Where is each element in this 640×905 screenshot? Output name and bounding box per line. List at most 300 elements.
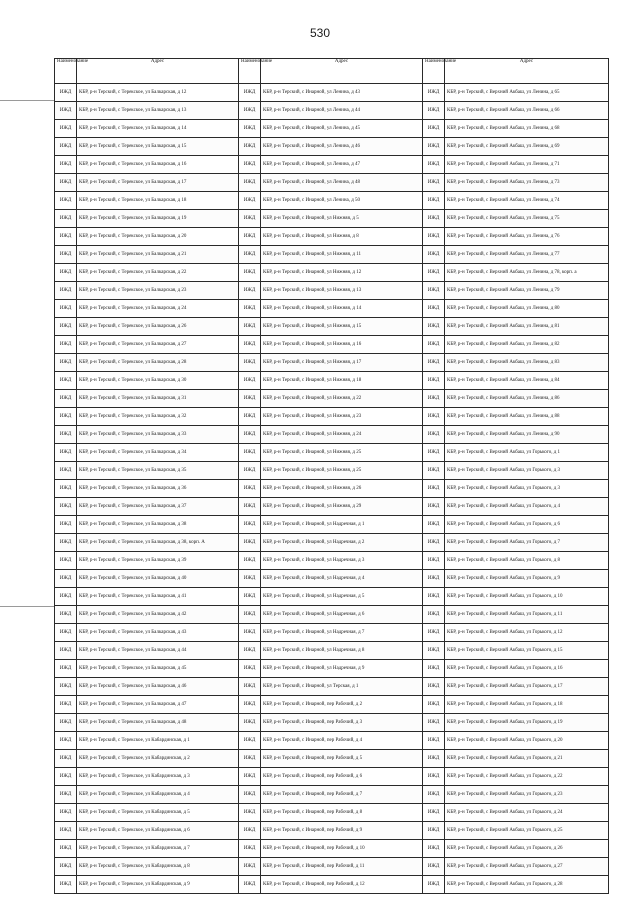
- table-row: [55, 732, 609, 750]
- object-type-cell: ИЖД: [239, 426, 261, 444]
- object-type-cell: ИЖД: [239, 300, 261, 318]
- object-type-cell: ИЖД: [423, 120, 445, 138]
- object-type-cell: ИЖД: [239, 120, 261, 138]
- object-type-cell: ИЖД: [423, 768, 445, 786]
- address-cell: КБР, р-н Терский, с Верхний Акбаш, ул Ленина, д 80: [445, 300, 609, 318]
- object-type-cell: ИЖД: [55, 714, 77, 732]
- address-cell: КБР, р-н Терский, с Инарной, ул Ленина, д 43: [261, 84, 423, 102]
- object-type-cell: ИЖД: [239, 210, 261, 228]
- table-row: [55, 210, 609, 228]
- table-row: [55, 462, 609, 480]
- address-cell: КБР, р-н Терский, с Терекское, ул Балкарская, д 34: [77, 444, 239, 462]
- object-type-cell: ИЖД: [55, 426, 77, 444]
- object-type-cell: ИЖД: [239, 786, 261, 804]
- object-type-cell: ИЖД: [423, 714, 445, 732]
- object-type-cell: ИЖД: [239, 570, 261, 588]
- table-row: [55, 300, 609, 318]
- address-cell: КБР, р-н Терский, с Терекское, ул Балкарская, д 33: [77, 426, 239, 444]
- address-cell: КБР, р-н Терский, с Инарной, ул Надречная, д 1: [261, 516, 423, 534]
- address-cell: КБР, р-н Терский, с Терекское, ул Балкарская, д 44: [77, 642, 239, 660]
- address-cell: КБР, р-н Терский, с Инарной, ул Ленина, д 47: [261, 156, 423, 174]
- address-cell: КБР, р-н Терский, с Верхний Акбаш, ул Горького, д 16: [445, 660, 609, 678]
- address-cell: КБР, р-н Терский, с Инарной, ул Нижняя, д 8: [261, 228, 423, 246]
- object-type-cell: ИЖД: [55, 336, 77, 354]
- address-cell: КБР, р-н Терский, с Терекское, ул Балкарская, д 20: [77, 228, 239, 246]
- object-type-cell: ИЖД: [239, 372, 261, 390]
- object-type-cell: ИЖД: [239, 192, 261, 210]
- object-type-cell: ИЖД: [239, 678, 261, 696]
- address-cell: КБР, р-н Терский, с Терекское, ул Балкарская, д 31: [77, 390, 239, 408]
- address-cell: КБР, р-н Терский, с Инарной, ул Ленина, д 44: [261, 102, 423, 120]
- object-type-cell: ИЖД: [55, 498, 77, 516]
- address-cell: КБР, р-н Терский, с Верхний Акбаш, ул Горького, д 9: [445, 570, 609, 588]
- address-cell: КБР, р-н Терский, с Инарной, ул Надречная, д 7: [261, 624, 423, 642]
- object-type-cell: ИЖД: [239, 534, 261, 552]
- address-cell: КБР, р-н Терский, с Терекское, ул Балкарская, д 47: [77, 696, 239, 714]
- address-cell: КБР, р-н Терский, с Верхний Акбаш, ул Ленина, д 77: [445, 246, 609, 264]
- address-cell: КБР, р-н Терский, с Инарной, ул Нижняя, д 11: [261, 246, 423, 264]
- address-cell: КБР, р-н Терский, с Терекское, ул Балкарская, д 24: [77, 300, 239, 318]
- object-type-cell: ИЖД: [239, 624, 261, 642]
- object-type-cell: ИЖД: [55, 210, 77, 228]
- object-type-cell: ИЖД: [239, 768, 261, 786]
- table-row: [55, 714, 609, 732]
- address-cell: КБР, р-н Терский, с Верхний Акбаш, ул Ленина, д 71: [445, 156, 609, 174]
- table-row: [55, 444, 609, 462]
- address-cell: КБР, р-н Терский, с Терекское, ул Балкарская, д 26: [77, 318, 239, 336]
- table-row: [55, 606, 609, 624]
- address-cell: КБР, р-н Терский, с Терекское, ул Балкарская, д 13: [77, 102, 239, 120]
- object-type-cell: ИЖД: [239, 336, 261, 354]
- margin-rule: [0, 606, 54, 607]
- object-type-cell: ИЖД: [239, 228, 261, 246]
- address-cell: КБР, р-н Терский, с Верхний Акбаш, ул Горького, д 24: [445, 804, 609, 822]
- address-cell: КБР, р-н Терский, с Инарной, ул Нижняя, д 14: [261, 300, 423, 318]
- table-row: [55, 840, 609, 858]
- address-cell: КБР, р-н Терский, с Верхний Акбаш, ул Горького, д 8: [445, 552, 609, 570]
- object-type-cell: ИЖД: [239, 246, 261, 264]
- object-type-cell: ИЖД: [423, 264, 445, 282]
- object-type-cell: ИЖД: [55, 444, 77, 462]
- address-table: [54, 58, 609, 894]
- address-cell: КБР, р-н Терский, с Терекское, ул Балкарская, д 38: [77, 516, 239, 534]
- column-header-type: Наименование: [239, 59, 261, 84]
- table-row: [55, 480, 609, 498]
- object-type-cell: ИЖД: [423, 174, 445, 192]
- table-row: [55, 516, 609, 534]
- object-type-cell: ИЖД: [239, 858, 261, 876]
- object-type-cell: ИЖД: [55, 876, 77, 894]
- address-cell: КБР, р-н Терский, с Терекское, ул Кабардинская, д 9: [77, 876, 239, 894]
- address-cell: КБР, р-н Терский, с Инарной, пер Рабочий, д 2: [261, 696, 423, 714]
- object-type-cell: ИЖД: [423, 228, 445, 246]
- address-cell: КБР, р-н Терский, с Терекское, ул Балкарская, д 12: [77, 84, 239, 102]
- object-type-cell: ИЖД: [55, 246, 77, 264]
- address-cell: КБР, р-н Терский, с Верхний Акбаш, ул Горького, д 7: [445, 534, 609, 552]
- address-cell: КБР, р-н Терский, с Инарной, пер Рабочий, д 7: [261, 786, 423, 804]
- table-row: [55, 174, 609, 192]
- table-body: [55, 84, 609, 894]
- object-type-cell: ИЖД: [55, 480, 77, 498]
- table-row: [55, 192, 609, 210]
- address-cell: КБР, р-н Терский, с Инарной, пер Рабочий, д 11: [261, 858, 423, 876]
- table-row: [55, 534, 609, 552]
- object-type-cell: ИЖД: [423, 372, 445, 390]
- object-type-cell: ИЖД: [55, 282, 77, 300]
- table-row: [55, 804, 609, 822]
- object-type-cell: ИЖД: [239, 174, 261, 192]
- address-cell: КБР, р-н Терский, с Терекское, ул Кабардинская, д 8: [77, 858, 239, 876]
- object-type-cell: ИЖД: [239, 552, 261, 570]
- object-type-cell: ИЖД: [55, 660, 77, 678]
- address-cell: КБР, р-н Терский, с Терекское, ул Балкарская, д 21: [77, 246, 239, 264]
- table-row: [55, 372, 609, 390]
- address-cell: КБР, р-н Терский, с Верхний Акбаш, ул Горького, д 12: [445, 624, 609, 642]
- address-cell: КБР, р-н Терский, с Терекское, ул Балкарская, д 17: [77, 174, 239, 192]
- address-cell: КБР, р-н Терский, с Терекское, ул Балкарская, д 19: [77, 210, 239, 228]
- object-type-cell: ИЖД: [423, 660, 445, 678]
- object-type-cell: ИЖД: [239, 714, 261, 732]
- address-cell: КБР, р-н Терский, с Терекское, ул Балкарская, д 40: [77, 570, 239, 588]
- address-cell: КБР, р-н Терский, с Верхний Акбаш, ул Горького, д 15: [445, 642, 609, 660]
- address-cell: КБР, р-н Терский, с Верхний Акбаш, ул Горького, д 21: [445, 750, 609, 768]
- object-type-cell: ИЖД: [239, 642, 261, 660]
- address-cell: КБР, р-н Терский, с Верхний Акбаш, ул Горького, д 1: [445, 444, 609, 462]
- address-cell: КБР, р-н Терский, с Терекское, ул Балкарская, д 16: [77, 156, 239, 174]
- object-type-cell: ИЖД: [55, 750, 77, 768]
- address-cell: КБР, р-н Терский, с Верхний Акбаш, ул Горького, д 27: [445, 858, 609, 876]
- object-type-cell: ИЖД: [239, 606, 261, 624]
- object-type-cell: ИЖД: [55, 516, 77, 534]
- object-type-cell: ИЖД: [423, 210, 445, 228]
- object-type-cell: ИЖД: [423, 444, 445, 462]
- address-cell: КБР, р-н Терский, с Терекское, ул Балкарская, д 43: [77, 624, 239, 642]
- address-cell: КБР, р-н Терский, с Верхний Акбаш, ул Горького, д 4: [445, 498, 609, 516]
- address-cell: КБР, р-н Терский, с Терекское, ул Балкарская, д 30: [77, 372, 239, 390]
- address-cell: КБР, р-н Терский, с Инарной, ул Нижняя, д 26: [261, 480, 423, 498]
- table-row: [55, 102, 609, 120]
- address-cell: КБР, р-н Терский, с Терекское, ул Кабардинская, д 5: [77, 804, 239, 822]
- page-number: 530: [309, 26, 331, 40]
- address-cell: КБР, р-н Терский, с Инарной, ул Ленина, д 48: [261, 174, 423, 192]
- address-cell: КБР, р-н Терский, с Терекское, ул Балкарская, д 23: [77, 282, 239, 300]
- address-cell: КБР, р-н Терский, с Терекское, ул Балкарская, д 46: [77, 678, 239, 696]
- address-cell: КБР, р-н Терский, с Инарной, пер Рабочий, д 10: [261, 840, 423, 858]
- object-type-cell: ИЖД: [423, 390, 445, 408]
- object-type-cell: ИЖД: [55, 318, 77, 336]
- object-type-cell: ИЖД: [55, 264, 77, 282]
- address-cell: КБР, р-н Терский, с Инарной, ул Ленина, д 45: [261, 120, 423, 138]
- address-cell: КБР, р-н Терский, с Терекское, ул Кабардинская, д 7: [77, 840, 239, 858]
- address-cell: КБР, р-н Терский, с Верхний Акбаш, ул Горького, д 25: [445, 822, 609, 840]
- address-cell: КБР, р-н Терский, с Инарной, пер Рабочий, д 12: [261, 876, 423, 894]
- address-cell: КБР, р-н Терский, с Терекское, ул Балкарская, д 45: [77, 660, 239, 678]
- table-row: [55, 336, 609, 354]
- object-type-cell: ИЖД: [423, 462, 445, 480]
- address-cell: КБР, р-н Терский, с Верхний Акбаш, ул Ленина, д 65: [445, 84, 609, 102]
- object-type-cell: ИЖД: [239, 282, 261, 300]
- address-cell: КБР, р-н Терский, с Инарной, пер Рабочий, д 8: [261, 804, 423, 822]
- object-type-cell: ИЖД: [423, 678, 445, 696]
- address-cell: КБР, р-н Терский, с Инарной, пер Рабочий, д 5: [261, 750, 423, 768]
- object-type-cell: ИЖД: [55, 462, 77, 480]
- object-type-cell: ИЖД: [423, 642, 445, 660]
- object-type-cell: ИЖД: [239, 462, 261, 480]
- object-type-cell: ИЖД: [423, 156, 445, 174]
- table-row: [55, 696, 609, 714]
- object-type-cell: ИЖД: [55, 120, 77, 138]
- object-type-cell: ИЖД: [239, 588, 261, 606]
- object-type-cell: ИЖД: [55, 534, 77, 552]
- address-cell: КБР, р-н Терский, с Верхний Акбаш, ул Горького, д 11: [445, 606, 609, 624]
- address-cell: КБР, р-н Терский, с Верхний Акбаш, ул Ленина, д 88: [445, 408, 609, 426]
- address-cell: КБР, р-н Терский, с Инарной, пер Рабочий, д 6: [261, 768, 423, 786]
- table-row: [55, 588, 609, 606]
- address-cell: КБР, р-н Терский, с Терекское, ул Кабардинская, д 6: [77, 822, 239, 840]
- table-row: [55, 876, 609, 894]
- object-type-cell: ИЖД: [239, 390, 261, 408]
- address-cell: КБР, р-н Терский, с Верхний Акбаш, ул Ленина, д 86: [445, 390, 609, 408]
- object-type-cell: ИЖД: [423, 84, 445, 102]
- object-type-cell: ИЖД: [423, 786, 445, 804]
- address-cell: КБР, р-н Терский, с Верхний Акбаш, ул Ленина, д 81: [445, 318, 609, 336]
- object-type-cell: ИЖД: [423, 498, 445, 516]
- table-row: [55, 156, 609, 174]
- object-type-cell: ИЖД: [423, 588, 445, 606]
- object-type-cell: ИЖД: [55, 138, 77, 156]
- table-row: [55, 552, 609, 570]
- address-cell: КБР, р-н Терский, с Инарной, ул Нижняя, д 17: [261, 354, 423, 372]
- address-cell: КБР, р-н Терский, с Инарной, ул Надречная, д 5: [261, 588, 423, 606]
- object-type-cell: ИЖД: [55, 84, 77, 102]
- address-cell: КБР, р-н Терский, с Инарной, ул Надречная, д 4: [261, 570, 423, 588]
- address-cell: КБР, р-н Терский, с Инарной, пер Рабочий, д 3: [261, 714, 423, 732]
- object-type-cell: ИЖД: [239, 696, 261, 714]
- object-type-cell: ИЖД: [423, 570, 445, 588]
- address-cell: КБР, р-н Терский, с Верхний Акбаш, ул Горького, д 26: [445, 840, 609, 858]
- object-type-cell: ИЖД: [239, 498, 261, 516]
- table-row: [55, 570, 609, 588]
- table-row: [55, 390, 609, 408]
- table-row: [55, 228, 609, 246]
- object-type-cell: ИЖД: [55, 768, 77, 786]
- object-type-cell: ИЖД: [423, 750, 445, 768]
- address-cell: КБР, р-н Терский, с Терекское, ул Балкарская, д 35: [77, 462, 239, 480]
- table-row: [55, 138, 609, 156]
- address-cell: КБР, р-н Терский, с Терекское, ул Балкарская, д 39: [77, 552, 239, 570]
- table-row: [55, 84, 609, 102]
- object-type-cell: ИЖД: [55, 822, 77, 840]
- address-cell: КБР, р-н Терский, с Верхний Акбаш, ул Ленина, д 73: [445, 174, 609, 192]
- table-row: [55, 354, 609, 372]
- address-cell: КБР, р-н Терский, с Терекское, ул Балкарская, д 32: [77, 408, 239, 426]
- address-cell: КБР, р-н Терский, с Инарной, ул Надречная, д 3: [261, 552, 423, 570]
- address-cell: КБР, р-н Терский, с Инарной, пер Рабочий, д 9: [261, 822, 423, 840]
- address-cell: КБР, р-н Терский, с Инарной, ул Нижняя, д 15: [261, 318, 423, 336]
- address-cell: КБР, р-н Терский, с Терекское, ул Балкарская, д 36: [77, 480, 239, 498]
- column-header-address: Адрес: [77, 59, 239, 84]
- object-type-cell: ИЖД: [239, 480, 261, 498]
- address-cell: КБР, р-н Терский, с Терекское, ул Балкарская, д 18: [77, 192, 239, 210]
- table-row: [55, 768, 609, 786]
- object-type-cell: ИЖД: [423, 318, 445, 336]
- table-row: [55, 318, 609, 336]
- table-row: [55, 120, 609, 138]
- address-cell: КБР, р-н Терский, с Верхний Акбаш, ул Горького, д 28: [445, 876, 609, 894]
- object-type-cell: ИЖД: [423, 282, 445, 300]
- object-type-cell: ИЖД: [423, 534, 445, 552]
- address-cell: КБР, р-н Терский, с Терекское, ул Балкарская, д 27: [77, 336, 239, 354]
- object-type-cell: ИЖД: [239, 840, 261, 858]
- object-type-cell: ИЖД: [423, 606, 445, 624]
- address-cell: КБР, р-н Терский, с Терекское, ул Кабардинская, д 1: [77, 732, 239, 750]
- object-type-cell: ИЖД: [423, 624, 445, 642]
- object-type-cell: ИЖД: [55, 228, 77, 246]
- object-type-cell: ИЖД: [239, 102, 261, 120]
- object-type-cell: ИЖД: [423, 858, 445, 876]
- object-type-cell: ИЖД: [239, 318, 261, 336]
- object-type-cell: ИЖД: [239, 138, 261, 156]
- object-type-cell: ИЖД: [239, 84, 261, 102]
- object-type-cell: ИЖД: [423, 516, 445, 534]
- object-type-cell: ИЖД: [423, 354, 445, 372]
- object-type-cell: ИЖД: [423, 696, 445, 714]
- object-type-cell: ИЖД: [423, 840, 445, 858]
- address-cell: КБР, р-н Терский, с Верхний Акбаш, ул Ленина, д 84: [445, 372, 609, 390]
- address-cell: КБР, р-н Терский, с Терекское, ул Балкарская, д 37: [77, 498, 239, 516]
- object-type-cell: ИЖД: [55, 156, 77, 174]
- column-header-type: Наименование: [423, 59, 445, 84]
- address-cell: КБР, р-н Терский, с Терекское, ул Балкарская, д 41: [77, 588, 239, 606]
- object-type-cell: ИЖД: [423, 804, 445, 822]
- object-type-cell: ИЖД: [423, 138, 445, 156]
- address-cell: КБР, р-н Терский, с Терекское, ул Балкарская, д 14: [77, 120, 239, 138]
- object-type-cell: ИЖД: [55, 192, 77, 210]
- address-cell: КБР, р-н Терский, с Терекское, ул Балкарская, д 48: [77, 714, 239, 732]
- object-type-cell: ИЖД: [55, 354, 77, 372]
- address-cell: КБР, р-н Терский, с Инарной, ул Ленина, д 46: [261, 138, 423, 156]
- address-cell: КБР, р-н Терский, с Терекское, ул Балкарская, д 42: [77, 606, 239, 624]
- object-type-cell: ИЖД: [55, 570, 77, 588]
- column-header-address: Адрес: [445, 59, 609, 84]
- address-cell: КБР, р-н Терский, с Терекское, ул Балкарская, д 38, корп. А: [77, 534, 239, 552]
- address-cell: КБР, р-н Терский, с Верхний Акбаш, ул Горького, д 10: [445, 588, 609, 606]
- object-type-cell: ИЖД: [55, 552, 77, 570]
- object-type-cell: ИЖД: [239, 732, 261, 750]
- table-row: [55, 678, 609, 696]
- object-type-cell: ИЖД: [239, 156, 261, 174]
- address-cell: КБР, р-н Терский, с Верхний Акбаш, ул Горького, д 19: [445, 714, 609, 732]
- address-cell: КБР, р-н Терский, с Верхний Акбаш, ул Ленина, д 76: [445, 228, 609, 246]
- object-type-cell: ИЖД: [55, 390, 77, 408]
- address-cell: КБР, р-н Терский, с Верхний Акбаш, ул Ленина, д 82: [445, 336, 609, 354]
- address-cell: КБР, р-н Терский, с Инарной, ул Ленина, д 50: [261, 192, 423, 210]
- table-row: [55, 642, 609, 660]
- object-type-cell: ИЖД: [55, 606, 77, 624]
- address-cell: КБР, р-н Терский, с Инарной, ул Терская, д 1: [261, 678, 423, 696]
- address-cell: КБР, р-н Терский, с Верхний Акбаш, ул Ленина, д 75: [445, 210, 609, 228]
- address-cell: КБР, р-н Терский, с Верхний Акбаш, ул Горького, д 20: [445, 732, 609, 750]
- address-cell: КБР, р-н Терский, с Инарной, ул Надречная, д 2: [261, 534, 423, 552]
- address-cell: КБР, р-н Терский, с Инарной, ул Нижняя, д 22: [261, 390, 423, 408]
- address-cell: КБР, р-н Терский, с Инарной, ул Нижняя, д 12: [261, 264, 423, 282]
- object-type-cell: ИЖД: [239, 750, 261, 768]
- address-cell: КБР, р-н Терский, с Верхний Акбаш, ул Ленина, д 66: [445, 102, 609, 120]
- object-type-cell: ИЖД: [239, 408, 261, 426]
- object-type-cell: ИЖД: [423, 426, 445, 444]
- table-row: [55, 858, 609, 876]
- column-header-address: Адрес: [261, 59, 423, 84]
- address-cell: КБР, р-н Терский, с Верхний Акбаш, ул Ленина, д 83: [445, 354, 609, 372]
- address-cell: КБР, р-н Терский, с Верхний Акбаш, ул Ленина, д 69: [445, 138, 609, 156]
- address-cell: КБР, р-н Терский, с Инарной, ул Нижняя, д 13: [261, 282, 423, 300]
- table-row: [55, 408, 609, 426]
- address-cell: КБР, р-н Терский, с Терекское, ул Балкарская, д 15: [77, 138, 239, 156]
- object-type-cell: ИЖД: [239, 822, 261, 840]
- table-row: [55, 786, 609, 804]
- object-type-cell: ИЖД: [55, 732, 77, 750]
- object-type-cell: ИЖД: [55, 840, 77, 858]
- address-cell: КБР, р-н Терский, с Верхний Акбаш, ул Горького, д 22: [445, 768, 609, 786]
- object-type-cell: ИЖД: [239, 804, 261, 822]
- object-type-cell: ИЖД: [423, 192, 445, 210]
- address-cell: КБР, р-н Терский, с Верхний Акбаш, ул Горького, д 18: [445, 696, 609, 714]
- object-type-cell: ИЖД: [55, 174, 77, 192]
- object-type-cell: ИЖД: [423, 552, 445, 570]
- address-cell: КБР, р-н Терский, с Инарной, ул Надречная, д 9: [261, 660, 423, 678]
- address-cell: КБР, р-н Терский, с Инарной, ул Нижняя, д 24: [261, 426, 423, 444]
- table-header: [55, 59, 609, 84]
- object-type-cell: ИЖД: [55, 300, 77, 318]
- table-row: [55, 624, 609, 642]
- table-row: [55, 822, 609, 840]
- table-row: [55, 660, 609, 678]
- object-type-cell: ИЖД: [55, 588, 77, 606]
- address-cell: КБР, р-н Терский, с Терекское, ул Балкарская, д 22: [77, 264, 239, 282]
- address-cell: КБР, р-н Терский, с Верхний Акбаш, ул Ленина, д 68: [445, 120, 609, 138]
- object-type-cell: ИЖД: [423, 336, 445, 354]
- address-cell: КБР, р-н Терский, с Верхний Акбаш, ул Ленина, д 78, корп. а: [445, 264, 609, 282]
- object-type-cell: ИЖД: [55, 372, 77, 390]
- address-cell: КБР, р-н Терский, с Терекское, ул Балкарская, д 28: [77, 354, 239, 372]
- table-row: [55, 264, 609, 282]
- object-type-cell: ИЖД: [239, 876, 261, 894]
- address-cell: КБР, р-н Терский, с Верхний Акбаш, ул Горького, д 3: [445, 462, 609, 480]
- object-type-cell: ИЖД: [55, 786, 77, 804]
- table-row: [55, 282, 609, 300]
- address-cell: КБР, р-н Терский, с Инарной, ул Нижняя, д 25: [261, 444, 423, 462]
- address-cell: КБР, р-н Терский, с Верхний Акбаш, ул Горького, д 3: [445, 480, 609, 498]
- address-cell: КБР, р-н Терский, с Верхний Акбаш, ул Горького, д 17: [445, 678, 609, 696]
- table-row: [55, 498, 609, 516]
- object-type-cell: ИЖД: [55, 408, 77, 426]
- margin-rule: [0, 100, 54, 101]
- address-cell: КБР, р-н Терский, с Терекское, ул Кабардинская, д 4: [77, 786, 239, 804]
- object-type-cell: ИЖД: [55, 102, 77, 120]
- object-type-cell: ИЖД: [55, 858, 77, 876]
- object-type-cell: ИЖД: [55, 696, 77, 714]
- object-type-cell: ИЖД: [423, 822, 445, 840]
- address-cell: КБР, р-н Терский, с Инарной, ул Нижняя, д 29: [261, 498, 423, 516]
- table-row: [55, 750, 609, 768]
- address-cell: КБР, р-н Терский, с Инарной, ул Нижняя, д 16: [261, 336, 423, 354]
- object-type-cell: ИЖД: [423, 876, 445, 894]
- address-cell: КБР, р-н Терский, с Терекское, ул Кабардинская, д 2: [77, 750, 239, 768]
- address-cell: КБР, р-н Терский, с Инарной, ул Надречная, д 8: [261, 642, 423, 660]
- table-row: [55, 426, 609, 444]
- object-type-cell: ИЖД: [239, 660, 261, 678]
- address-cell: КБР, р-н Терский, с Верхний Акбаш, ул Ленина, д 74: [445, 192, 609, 210]
